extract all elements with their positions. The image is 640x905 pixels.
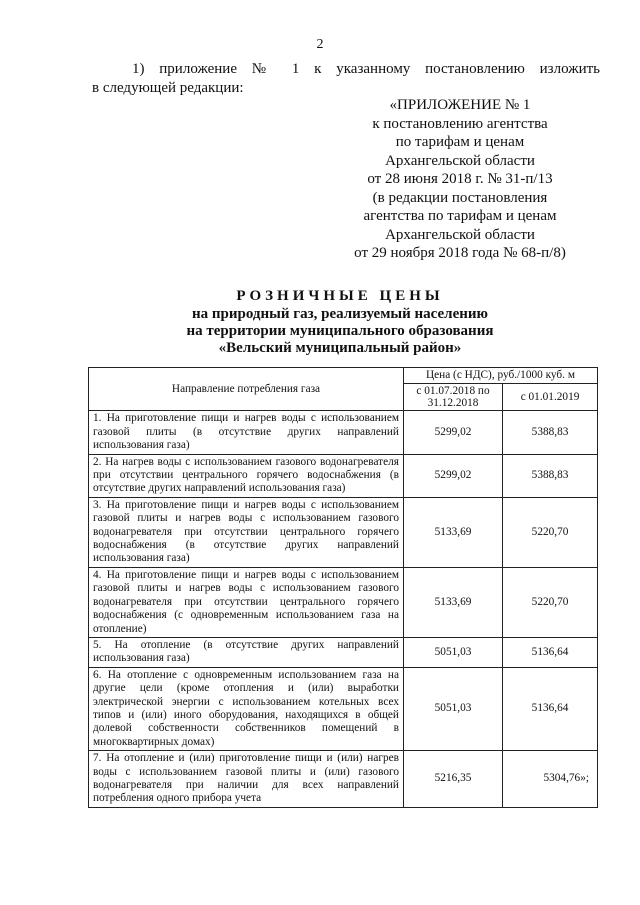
appendix-line: от 28 июня 2018 г. № 31-п/13 (367, 171, 553, 187)
appendix-line: «ПРИЛОЖЕНИЕ № 1 (389, 97, 531, 113)
appendix-line: по тарифам и ценам (395, 134, 525, 150)
direction-cell: 4. На приготовление пищи и нагрев воды с использованием газовой плиты и нагрев воды с использованием газового водонагревателя при отсутствии центрального горячего водоснабжения (с одновременным использованием газа на отопление) (89, 567, 404, 637)
direction-cell: 6. На отопление с одновременным использованием газа на другие цели (кроме отопления и (или) выработки электрической энергии с использованием котельных всех типов и (или) иного оборудования, находящихся в общей долевой собственности собственников помещений в многоквартирных домах) (89, 667, 404, 750)
price-cell-period-1: 5299,02 (403, 411, 502, 454)
appendix-header (340, 96, 580, 263)
heading-line: на территории муниципального образования (186, 323, 494, 339)
appendix-line: от 29 ноября 2018 года № 68-п/8) (354, 245, 566, 261)
price-cell-period-1: 5133,69 (403, 567, 502, 637)
column-header-period-2: с 01.01.2019 (503, 384, 598, 411)
table-row (89, 411, 598, 454)
direction-cell: 2. На нагрев воды с использованием газового водонагревателя при отсутствии центрального горячего водоснабжения (в отсутствие других направлений использования газа) (89, 454, 404, 497)
price-cell-period-1: 5051,03 (403, 637, 502, 667)
appendix-line: Архангельской области (385, 226, 535, 243)
price-cell-period-2: 5388,83 (503, 454, 598, 497)
heading-line: «Вельский муниципальный район» (218, 340, 462, 356)
price-cell-period-1: 5133,69 (403, 497, 502, 567)
appendix-line: агентства по тарифам и ценам (363, 208, 557, 224)
price-cell-period-1: 5216,35 (403, 751, 502, 808)
table-row (89, 667, 598, 750)
page-number: 2 (316, 37, 324, 52)
price-cell-period-2: 5136,64 (503, 667, 598, 750)
document-heading (90, 288, 590, 357)
table-row (89, 637, 598, 667)
appendix-line: Архангельской области (385, 152, 535, 169)
price-cell-period-2: 5220,70 (503, 567, 598, 637)
direction-cell: 7. На отопление и (или) приготовление пищи и (или) нагрев воды с использованием газовой плиты и (или) газового водонагревателя при наличии для всех направлений потребления одного прибора учета (89, 751, 404, 808)
heading-title: РОЗНИЧНЫЕ ЦЕНЫ (236, 288, 444, 304)
heading-line: на природный газ, реализуемый населению (192, 306, 488, 322)
price-cell-period-1: 5051,03 (403, 667, 502, 750)
column-header-price: Цена (с НДС), руб./1000 куб. м (403, 368, 597, 384)
table-row (89, 497, 598, 567)
price-table (88, 367, 598, 808)
price-cell-period-2: 5304,76»; (503, 751, 598, 808)
intro-line-2: в следующей редакции: (92, 80, 244, 96)
appendix-line: (в редакции постановления (372, 189, 548, 206)
table-row (89, 751, 598, 808)
price-cell-period-2: 5220,70 (503, 497, 598, 567)
price-cell-period-2: 5388,83 (503, 411, 598, 454)
column-header-direction: Направление потребления газа (89, 368, 404, 411)
price-cell-period-2: 5136,64 (503, 637, 598, 667)
price-cell-period-1: 5299,02 (403, 454, 502, 497)
table-row (89, 454, 598, 497)
table-header-row (89, 368, 598, 384)
direction-cell: 3. На приготовление пищи и нагрев воды с использованием газовой плиты и нагрев воды с использованием газового водонагревателя при отсутствии центрального горячего водоснабжения (в отсутствие других направлений использования газа) (89, 497, 404, 567)
table-row (89, 567, 598, 637)
intro-line-1: 1) приложение № 1 к указанному постановлению изложить (132, 61, 600, 77)
column-header-period-1: с 01.07.2018 по 31.12.2018 (403, 384, 502, 411)
direction-cell: 1. На приготовление пищи и нагрев воды с использованием газовой плиты (в отсутствие других направлений использования газа) (89, 411, 404, 454)
direction-cell: 5. На отопление (в отсутствие других направлений использования газа) (89, 637, 404, 667)
intro-paragraph (92, 60, 600, 98)
appendix-line: к постановлению агентства (372, 115, 548, 132)
